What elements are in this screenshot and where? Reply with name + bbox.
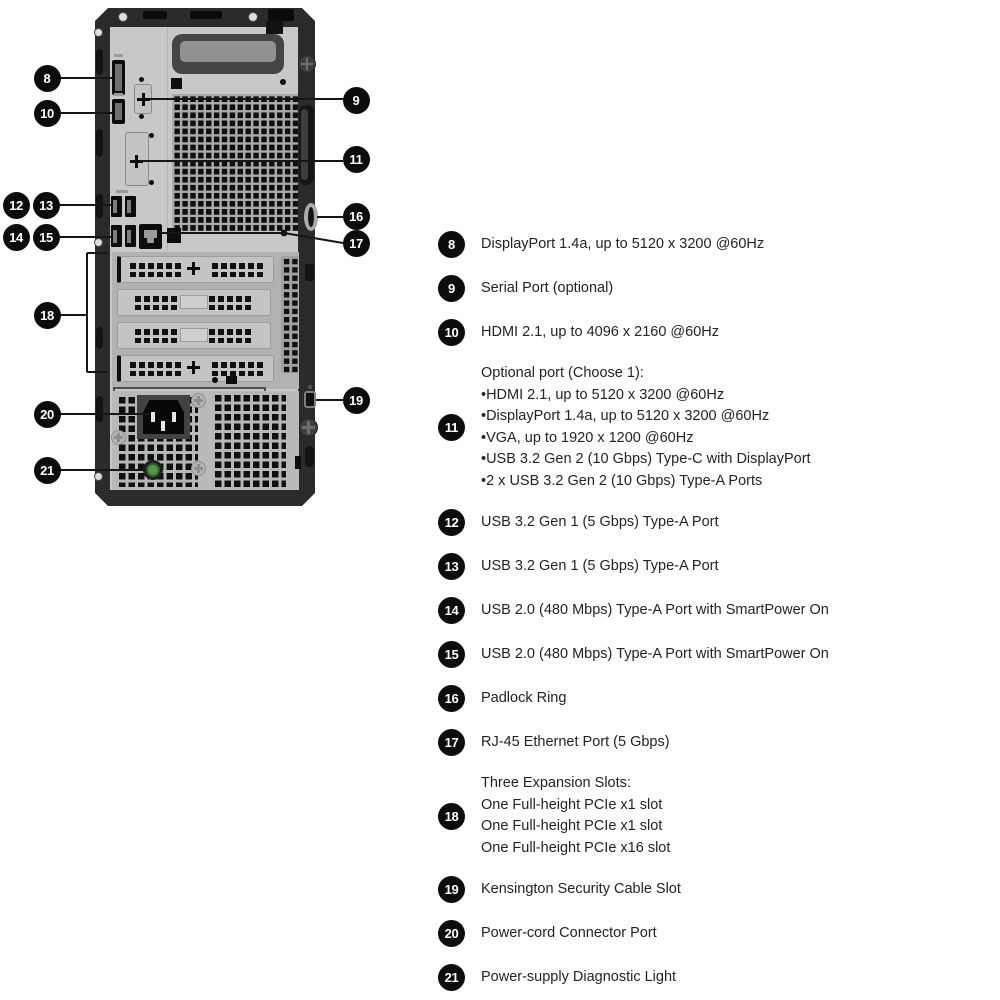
legend-text (481, 512, 719, 534)
legend-callout: 20 (438, 920, 465, 947)
legend-list (438, 231, 918, 1000)
legend-line: DisplayPort 1.4a, up to 5120 x 3200 @60Hz (481, 235, 765, 252)
legend-item (438, 685, 918, 712)
legend-line: HDMI 2.1, up to 4096 x 2160 @60Hz (481, 323, 719, 340)
figure-callout-16: 16 (343, 203, 370, 230)
legend-line: One Full-height PCIe x16 slot (481, 839, 671, 856)
legend-item (438, 597, 918, 624)
legend-item (438, 641, 918, 668)
legend-text (481, 556, 719, 578)
legend-line: •HDMI 2.1, up to 5120 x 3200 @60Hz (481, 386, 725, 403)
legend-line: Kensington Security Cable Slot (481, 880, 681, 897)
legend-line: •VGA, up to 1920 x 1200 @60Hz (481, 429, 694, 446)
legend-callout: 21 (438, 964, 465, 991)
leader-lines (0, 0, 420, 515)
legend-text (481, 600, 829, 622)
legend-text (481, 644, 829, 666)
legend-callout: 8 (438, 231, 465, 258)
figure-callout-14: 14 (3, 224, 30, 251)
legend-line: RJ-45 Ethernet Port (5 Gbps) (481, 733, 670, 750)
legend-callout: 15 (438, 641, 465, 668)
figure-callout-18: 18 (34, 302, 61, 329)
legend-line: Power-cord Connector Port (481, 924, 657, 941)
legend-line: USB 3.2 Gen 1 (5 Gbps) Type-A Port (481, 557, 719, 574)
legend-item (438, 729, 918, 756)
legend-callout: 18 (438, 803, 465, 830)
legend-line: Three Expansion Slots: (481, 775, 631, 791)
device-figure (0, 0, 420, 515)
legend-text (481, 732, 670, 754)
figure-callout-15: 15 (33, 224, 60, 251)
figure-callout-17: 17 (343, 230, 370, 257)
legend-text (481, 967, 676, 989)
legend-line: •DisplayPort 1.4a, up to 5120 x 3200 @60Hz (481, 408, 770, 424)
legend-callout: 16 (438, 685, 465, 712)
legend-callout: 10 (438, 319, 465, 346)
legend-callout: 17 (438, 729, 465, 756)
figure-callout-10: 10 (34, 100, 61, 127)
legend-text (481, 688, 566, 710)
legend-line: •USB 3.2 Gen 2 (10 Gbps) Type-C with DisplayPort (481, 451, 811, 467)
legend-line: One Full-height PCIe x1 slot (481, 796, 663, 813)
legend-line: •2 x USB 3.2 Gen 2 (10 Gbps) Type-A Ports (481, 472, 763, 489)
legend-callout: 9 (438, 275, 465, 302)
figure-callout-8: 8 (34, 65, 61, 92)
figure-callout-20: 20 (34, 401, 61, 428)
legend-text (481, 322, 719, 344)
figure-callout-19: 19 (343, 387, 370, 414)
figure-callout-11: 11 (343, 146, 370, 173)
figure-callout-21: 21 (34, 457, 61, 484)
legend-line: Padlock Ring (481, 689, 567, 706)
legend-item (438, 876, 918, 903)
legend-line: Serial Port (optional) (481, 279, 614, 296)
legend-callout: 11 (438, 414, 465, 441)
legend-text (481, 363, 811, 492)
legend-callout: 12 (438, 509, 465, 536)
legend-callout: 14 (438, 597, 465, 624)
legend-item (438, 920, 918, 947)
legend-line: Power-supply Diagnostic Light (481, 968, 677, 985)
figure-callout-12: 12 (3, 192, 30, 219)
legend-text (481, 879, 681, 901)
legend-line: USB 2.0 (480 Mbps) Type-A Port with SmartPower On (481, 645, 829, 662)
legend-item (438, 553, 918, 580)
legend-item (438, 509, 918, 536)
legend-line: Optional port (Choose 1): (481, 365, 644, 381)
legend-text (481, 923, 657, 945)
legend-item (438, 773, 918, 859)
figure-callout-9: 9 (343, 87, 370, 114)
legend-text (481, 278, 613, 300)
legend-item (438, 275, 918, 302)
legend-line: USB 3.2 Gen 1 (5 Gbps) Type-A Port (481, 513, 719, 530)
legend-callout: 13 (438, 553, 465, 580)
legend-item (438, 319, 918, 346)
legend-item (438, 964, 918, 991)
legend-line: USB 2.0 (480 Mbps) Type-A Port with SmartPower On (481, 601, 829, 618)
legend-line: One Full-height PCIe x1 slot (481, 818, 663, 834)
legend-text (481, 773, 670, 859)
legend-item (438, 363, 918, 492)
figure-callout-13: 13 (33, 192, 60, 219)
legend-text (481, 234, 764, 256)
legend-callout: 19 (438, 876, 465, 903)
legend-item (438, 231, 918, 258)
